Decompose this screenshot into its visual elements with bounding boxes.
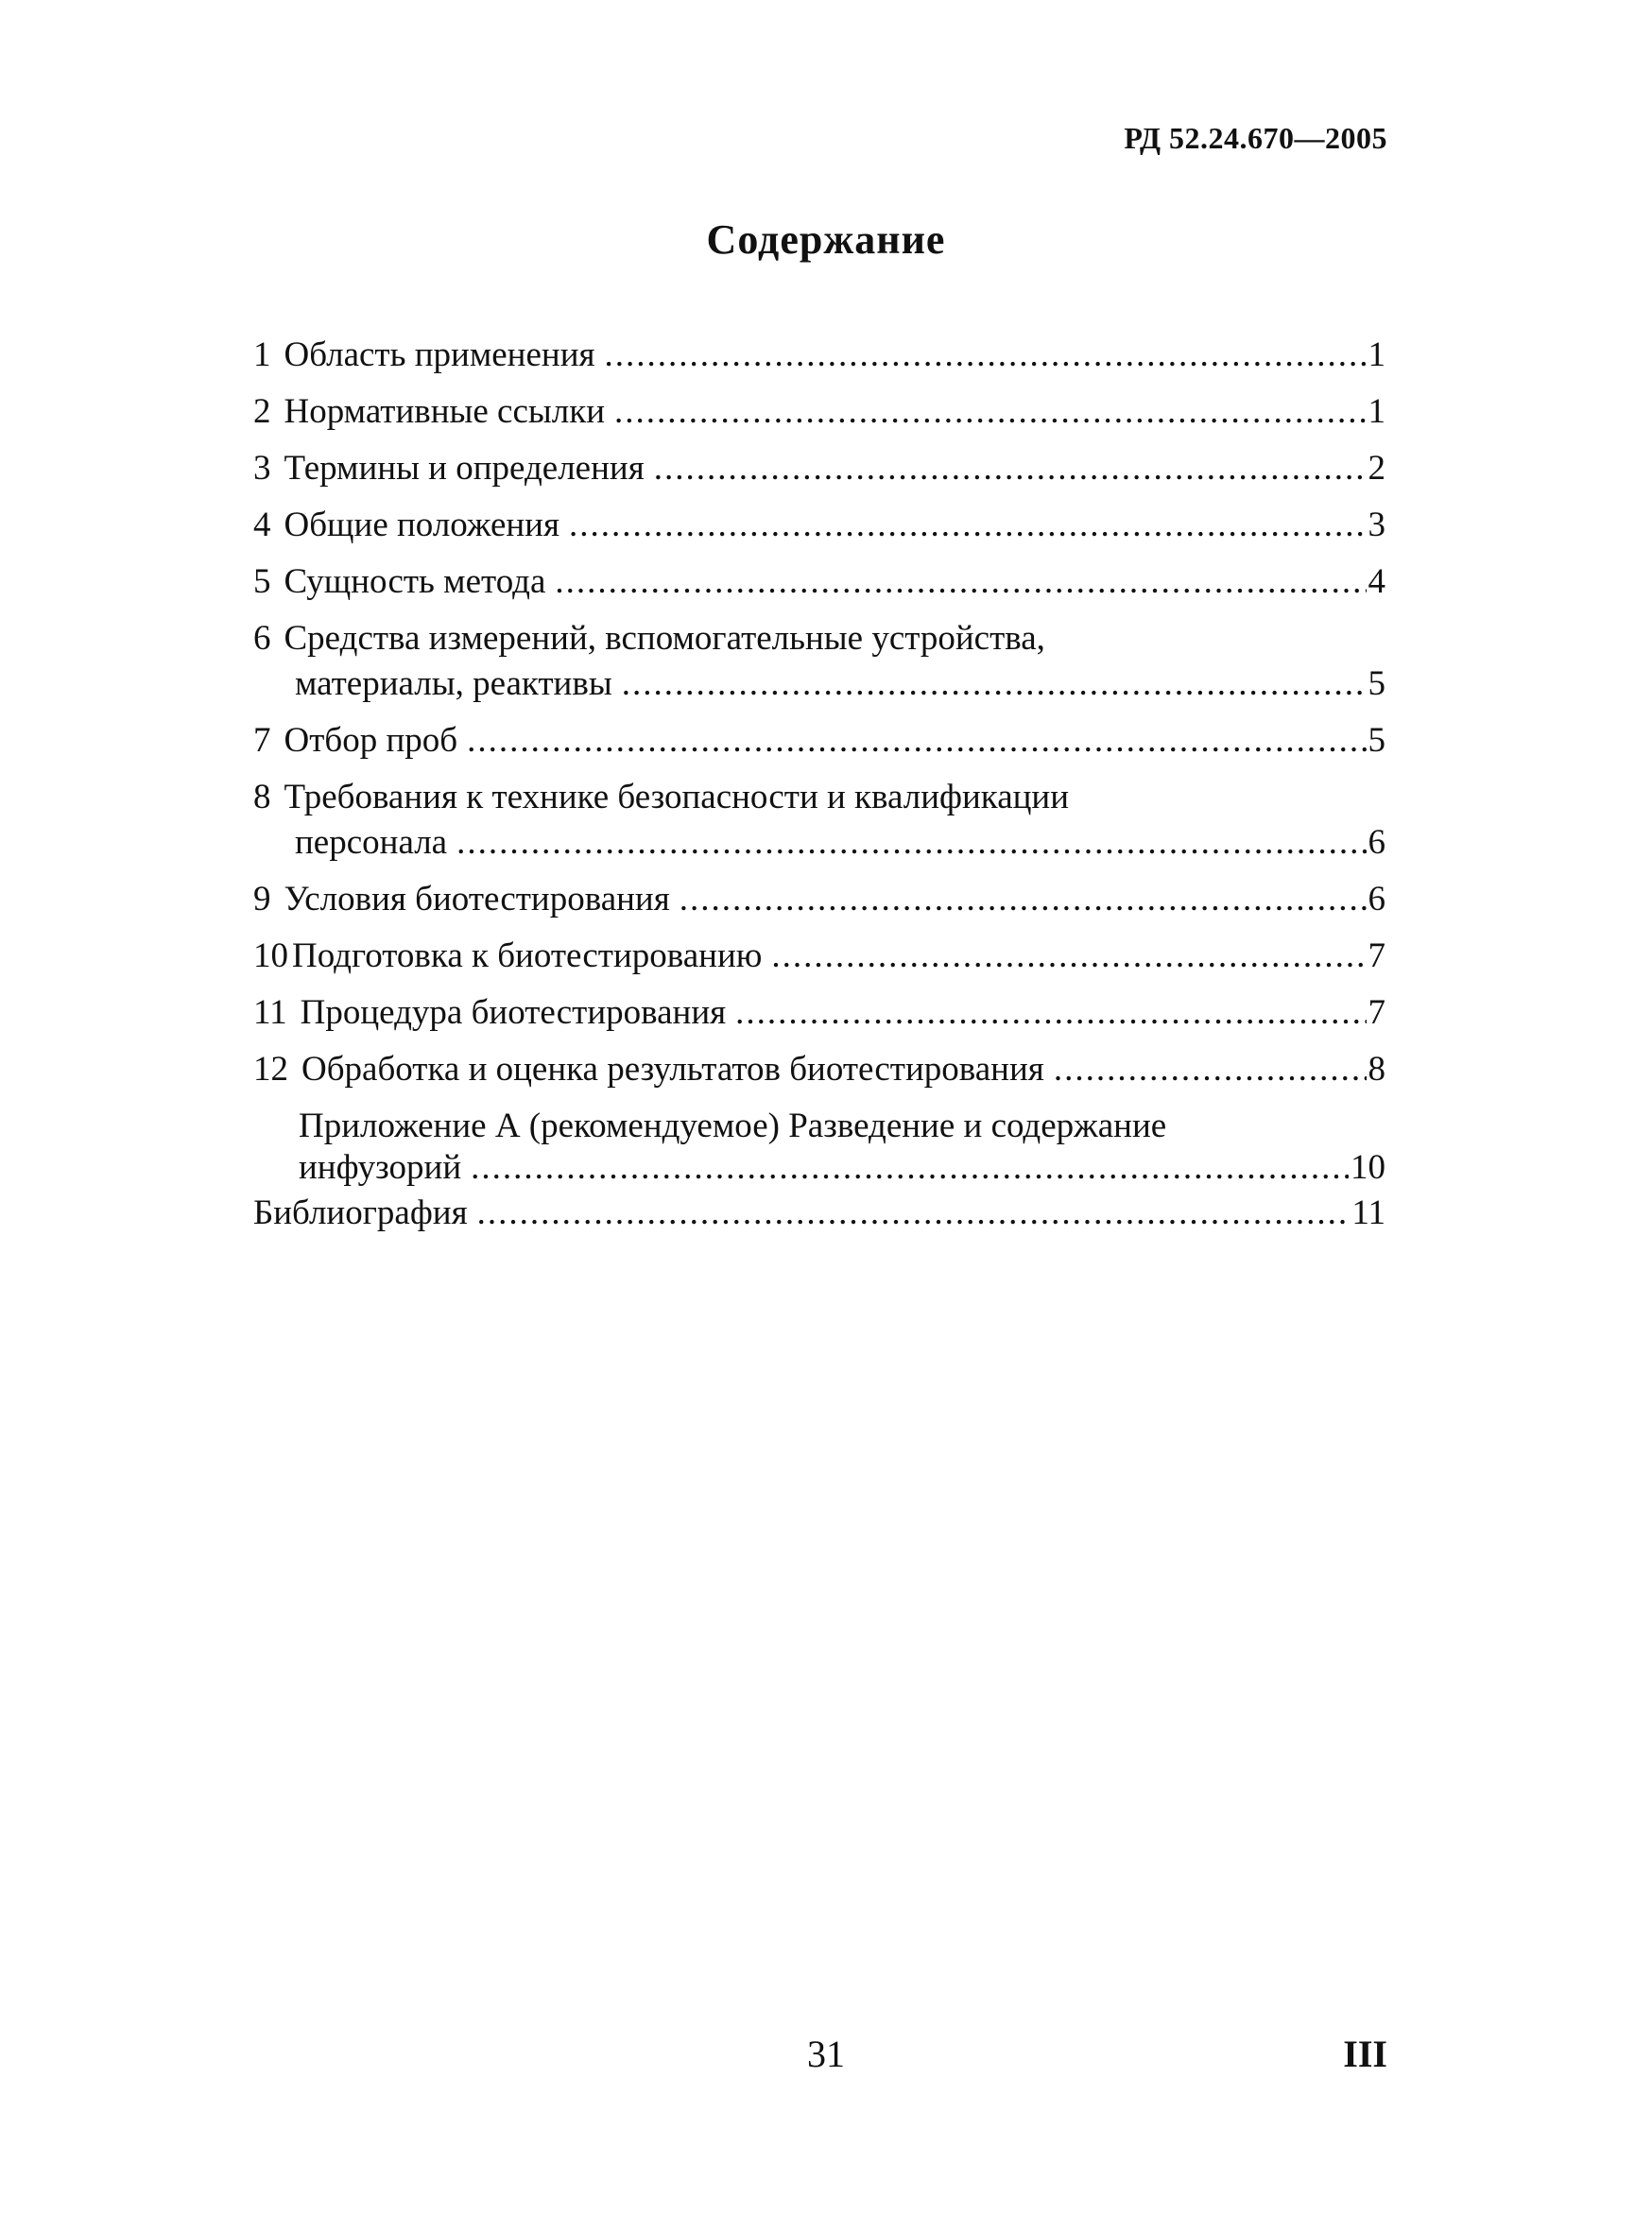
dot-leader — [654, 446, 1367, 491]
toc-entry-7[interactable] — [253, 718, 1385, 764]
toc-entry-number: 11 — [253, 993, 287, 1032]
toc-entry-title: Термины и определения — [284, 449, 645, 488]
toc-entry-title-line1: Средства измерений, вспомогательные устройства, — [284, 619, 1045, 658]
toc-entry-12[interactable] — [253, 1047, 1385, 1092]
toc-entry-title: Обработка и оценка результатов биотестирования — [301, 1050, 1044, 1089]
toc-entry-number: 10 — [253, 936, 288, 975]
toc-entry-title-line2: инфузорий — [299, 1148, 462, 1187]
toc-entry-number: 1 — [253, 335, 271, 374]
toc-entry-page: 3 — [1368, 506, 1385, 544]
toc-entry-1[interactable] — [253, 333, 1385, 378]
toc-entry-title: Условия биотестирования — [284, 880, 670, 919]
toc-entry-5[interactable] — [253, 559, 1385, 605]
dot-leader — [456, 820, 1366, 866]
toc-entry-title: Подготовка к биотестированию — [292, 936, 763, 975]
toc-entry-page: 6 — [1368, 880, 1385, 919]
toc-entry-page: 5 — [1368, 721, 1385, 760]
toc-entry-9[interactable] — [253, 877, 1385, 922]
toc-entry-title-line2: материалы, реактивы — [295, 664, 612, 703]
toc-entry-number: 5 — [253, 562, 271, 601]
document-code: РД 52.24.670—2005 — [1124, 121, 1387, 155]
toc-entry-page: 1 — [1368, 335, 1385, 374]
toc-entry-page: 10 — [1351, 1148, 1385, 1187]
table-of-contents — [253, 333, 1385, 1236]
toc-entry-10[interactable] — [253, 934, 1385, 979]
toc-entry-title: Сущность метода — [284, 562, 546, 601]
toc-entry-8[interactable] — [253, 775, 1385, 866]
toc-entry-11[interactable] — [253, 990, 1385, 1036]
toc-entry-page: 6 — [1368, 823, 1385, 862]
toc-entry-number: 7 — [253, 721, 271, 760]
toc-entry-page: 1 — [1368, 392, 1385, 431]
dot-leader — [1054, 1047, 1367, 1092]
toc-entry-appendix-a[interactable] — [253, 1104, 1385, 1191]
dot-leader — [569, 503, 1367, 548]
toc-entry-page: 7 — [1368, 993, 1385, 1032]
toc-entry-title: Общие положения — [284, 506, 559, 544]
toc-entry-title-line1: Требования к технике безопасности и квалификации — [284, 778, 1070, 816]
toc-entry-title: Процедура биотестирования — [300, 993, 727, 1032]
roman-page-number: III — [1343, 2033, 1387, 2075]
toc-entry-page: 4 — [1368, 562, 1385, 601]
toc-entry-title-line2: персонала — [295, 823, 448, 862]
toc-entry-title: Область применения — [284, 335, 595, 374]
dot-leader — [605, 333, 1367, 378]
toc-entry-page: 11 — [1351, 1193, 1385, 1232]
dot-leader — [622, 661, 1367, 707]
toc-entry-3[interactable] — [253, 446, 1385, 491]
toc-entry-page: 2 — [1368, 449, 1385, 488]
toc-entry-title: Отбор проб — [284, 721, 458, 760]
dot-leader — [771, 934, 1366, 979]
toc-entry-2[interactable] — [253, 389, 1385, 435]
dot-leader — [477, 1191, 1351, 1236]
toc-entry-4[interactable] — [253, 503, 1385, 548]
dot-leader — [555, 559, 1366, 605]
dot-leader — [680, 877, 1367, 922]
dot-leader — [467, 718, 1366, 764]
dot-leader — [614, 389, 1366, 435]
dot-leader — [471, 1145, 1349, 1191]
toc-entry-page: 7 — [1368, 936, 1385, 975]
page-number: 31 — [807, 2033, 845, 2075]
toc-entry-title: Библиография — [253, 1193, 468, 1232]
toc-entry-bibliography[interactable] — [253, 1191, 1385, 1236]
toc-entry-number: 12 — [253, 1050, 288, 1089]
toc-entry-page: 5 — [1368, 664, 1385, 703]
toc-entry-6[interactable] — [253, 616, 1385, 707]
toc-entry-title-line1: Приложение А (рекомендуемое) Разведение и содержание — [299, 1107, 1167, 1145]
dot-leader — [735, 990, 1366, 1036]
toc-entry-number: 9 — [253, 880, 271, 919]
toc-entry-number: 4 — [253, 506, 271, 544]
toc-entry-number: 6 — [253, 619, 271, 658]
toc-entry-title: Нормативные ссылки — [284, 392, 606, 431]
toc-entry-number: 2 — [253, 392, 271, 431]
toc-entry-number: 3 — [253, 449, 271, 488]
toc-entry-page: 8 — [1368, 1050, 1385, 1089]
toc-entry-number: 8 — [253, 778, 271, 816]
page-title: Содержание — [706, 216, 946, 263]
